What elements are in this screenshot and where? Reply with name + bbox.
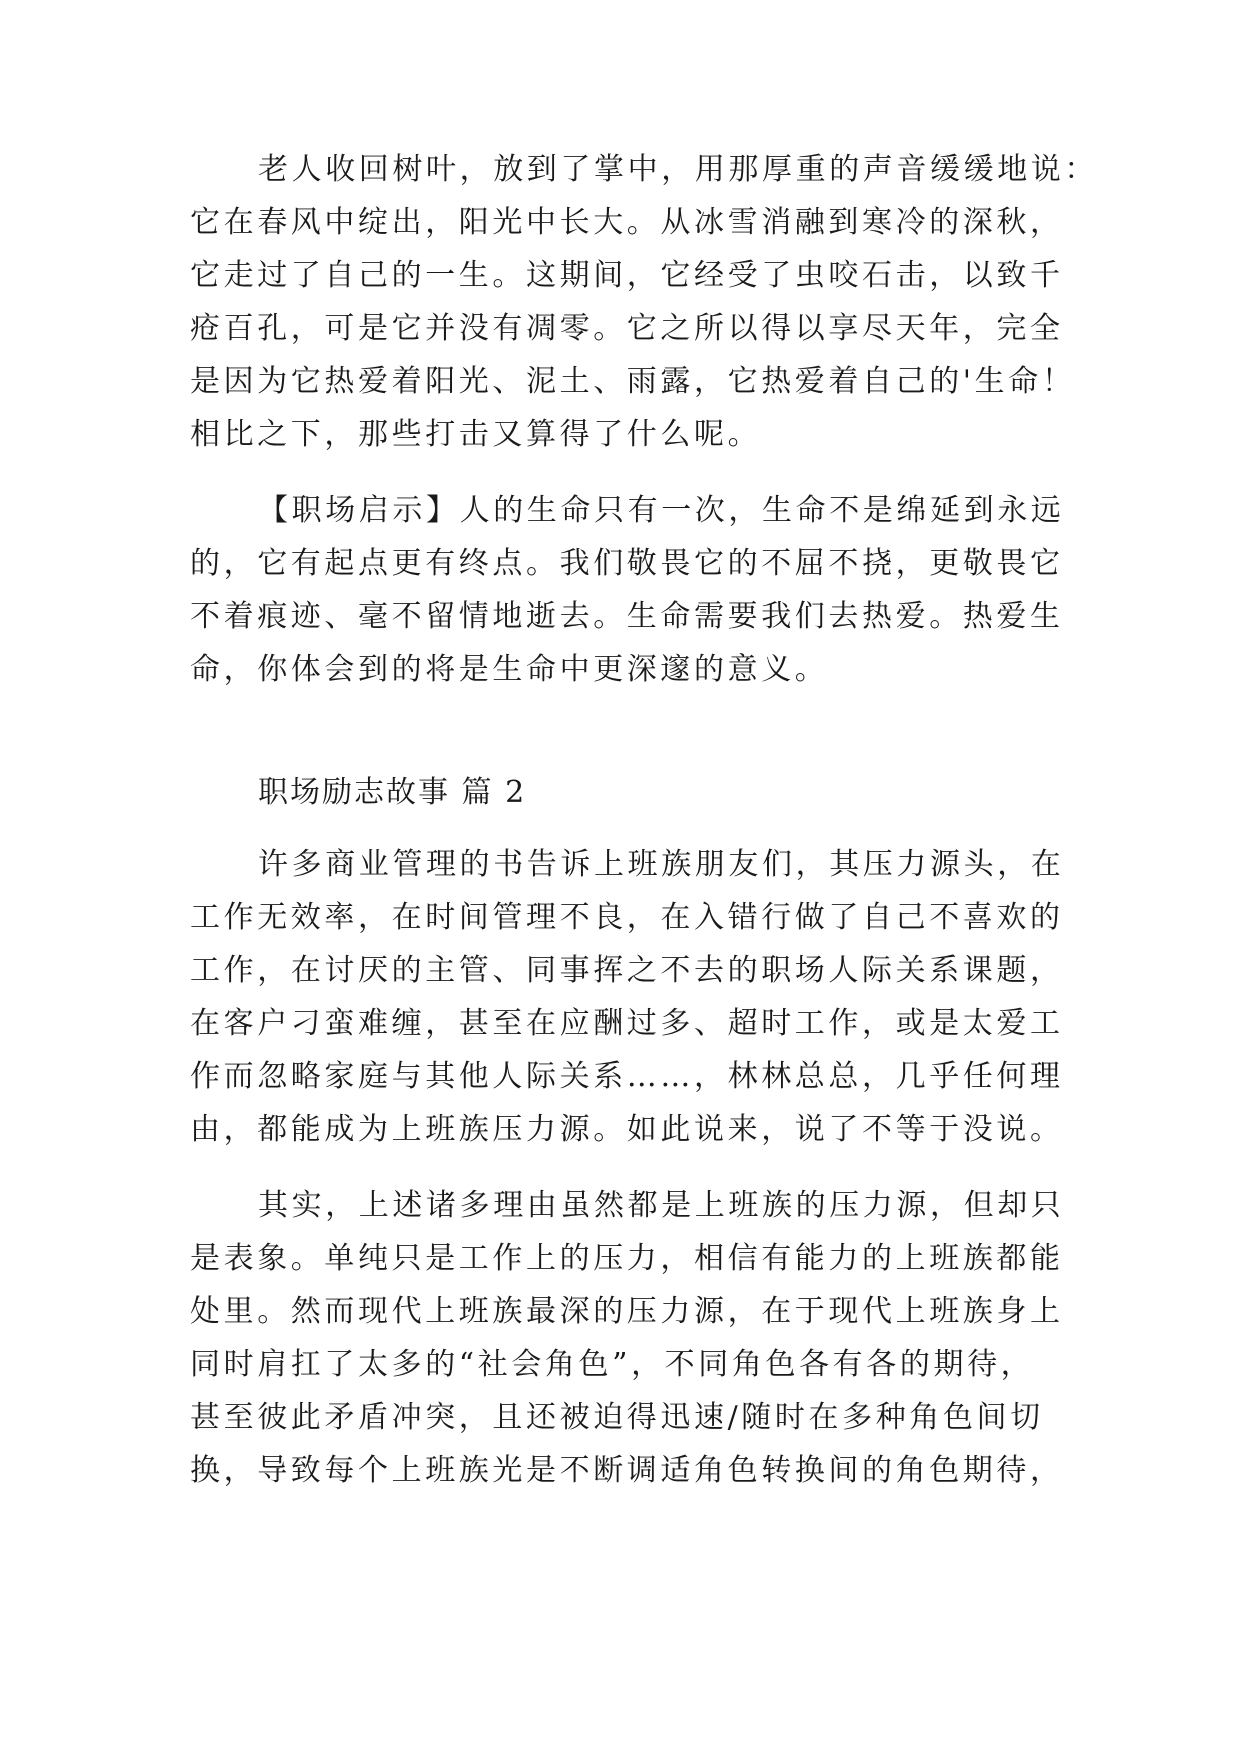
paragraph-2-line-4: 命，你体会到的将是生命中更深邃的意义。 bbox=[190, 652, 829, 687]
paragraph-3-line-5: 作而忽略家庭与其他人际关系……，林林总总，几乎任何理 bbox=[190, 1059, 1064, 1094]
paragraph-2-line-3: 不着痕迹、毫不留情地逝去。生命需要我们去热爱。热爱生 bbox=[190, 599, 1064, 634]
paragraph-4-line-3: 处里。然而现代上班族最深的压力源，在于现代上班族身上 bbox=[190, 1294, 1064, 1329]
paragraph-1-line-3: 它走过了自己的一生。这期间，它经受了虫咬石击，以致千 bbox=[190, 258, 1064, 293]
paragraph-3-line-1: 许多商业管理的书告诉上班族朋友们，其压力源头，在 bbox=[258, 847, 1065, 882]
paragraph-4-line-5: 甚至彼此矛盾冲突，且还被迫得迅速/随时在多种角色间切 bbox=[190, 1400, 1044, 1435]
paragraph-1-line-1: 老人收回树叶，放到了掌中，用那厚重的声音缓缓地说： bbox=[258, 152, 1098, 187]
paragraph-1-line-2: 它在春风中绽出，阳光中长大。从冰雪消融到寒冷的深秋， bbox=[190, 205, 1064, 240]
paragraph-2-line-2: 的，它有起点更有终点。我们敬畏它的不屈不挠，更敬畏它 bbox=[190, 546, 1064, 581]
paragraph-1-line-6: 相比之下，那些打击又算得了什么呢。 bbox=[190, 417, 762, 452]
section-heading: 职场励志故事 篇 2 bbox=[258, 775, 527, 810]
paragraph-3-line-2: 工作无效率，在时间管理不良，在入错行做了自己不喜欢的 bbox=[190, 900, 1064, 935]
paragraph-4-line-4: 同时肩扛了太多的“社会角色”，不同角色各有各的期待， bbox=[190, 1347, 1035, 1382]
paragraph-4-line-6: 换，导致每个上班族光是不断调适角色转换间的角色期待， bbox=[190, 1453, 1064, 1488]
paragraph-4-line-1: 其实，上述诸多理由虽然都是上班族的压力源，但却只 bbox=[258, 1188, 1065, 1223]
paragraph-3-line-3: 工作，在讨厌的主管、同事挥之不去的职场人际关系课题， bbox=[190, 953, 1064, 988]
paragraph-3-line-6: 由，都能成为上班族压力源。如此说来，说了不等于没说。 bbox=[190, 1112, 1064, 1147]
paragraph-4-line-2: 是表象。单纯只是工作上的压力，相信有能力的上班族都能 bbox=[190, 1241, 1064, 1276]
paragraph-3-line-4: 在客户刁蛮难缠，甚至在应酬过多、超时工作，或是太爱工 bbox=[190, 1006, 1064, 1041]
paragraph-2-line-1: 【职场启示】人的生命只有一次，生命不是绵延到永远 bbox=[258, 493, 1065, 528]
paragraph-1-line-5: 是因为它热爱着阳光、泥土、雨露，它热爱着自己的'生命！ bbox=[190, 364, 1076, 399]
paragraph-1-line-4: 疮百孔，可是它并没有凋零。它之所以得以享尽天年，完全 bbox=[190, 311, 1064, 346]
